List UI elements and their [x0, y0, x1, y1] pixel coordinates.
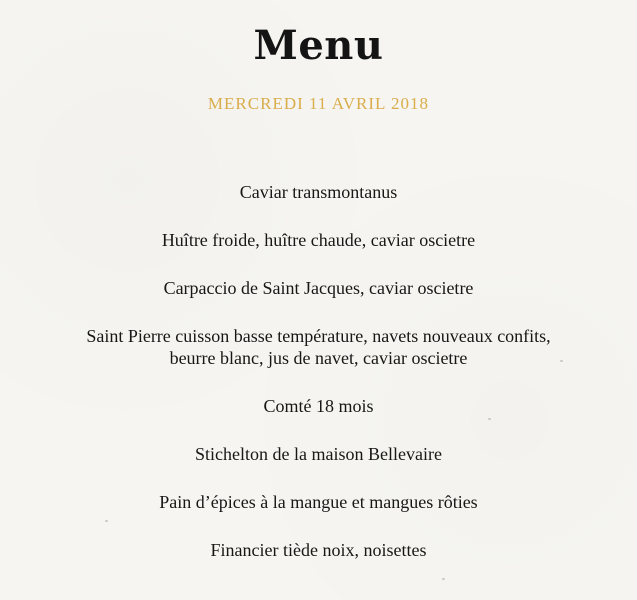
- menu-item-text: Carpaccio de Saint Jacques, caviar oscietre: [163, 278, 474, 298]
- menu-date: MERCREDI 11 AVRIL 2018: [207, 94, 430, 113]
- menu-item-text: Pain d’épices à la mangue et mangues rôties: [159, 492, 478, 512]
- paper-speck: [105, 520, 108, 522]
- menu-item-text: Caviar transmontanus: [239, 182, 398, 202]
- menu-item: [0, 395, 637, 417]
- menu-item: [0, 443, 637, 465]
- menu-item: [0, 181, 637, 203]
- menu-item-text-line-2: beurre blanc, jus de navet, caviar oscietre: [169, 348, 468, 368]
- paper-speck: [488, 418, 491, 420]
- menu-item-text: Financier tiède noix, noisettes: [210, 540, 427, 560]
- menu-item: [0, 229, 637, 251]
- menu-item-text: Stichelton de la maison Bellevaire: [195, 444, 442, 464]
- menu-item-text: Huître froide, huître chaude, caviar oscietre: [161, 230, 476, 250]
- paper-speck: [560, 360, 563, 362]
- menu-item: [0, 539, 637, 561]
- menu-item-text-line-1: Saint Pierre cuisson basse température, navets nouveaux confits,: [86, 326, 551, 346]
- menu-item-text: Comté 18 mois: [263, 396, 374, 416]
- paper-speck: [442, 578, 445, 580]
- menu-item: [0, 325, 637, 369]
- menu-title: Menu: [253, 22, 384, 69]
- menu-item: [0, 277, 637, 299]
- menu-item: [0, 491, 637, 513]
- menu-items: [0, 181, 637, 587]
